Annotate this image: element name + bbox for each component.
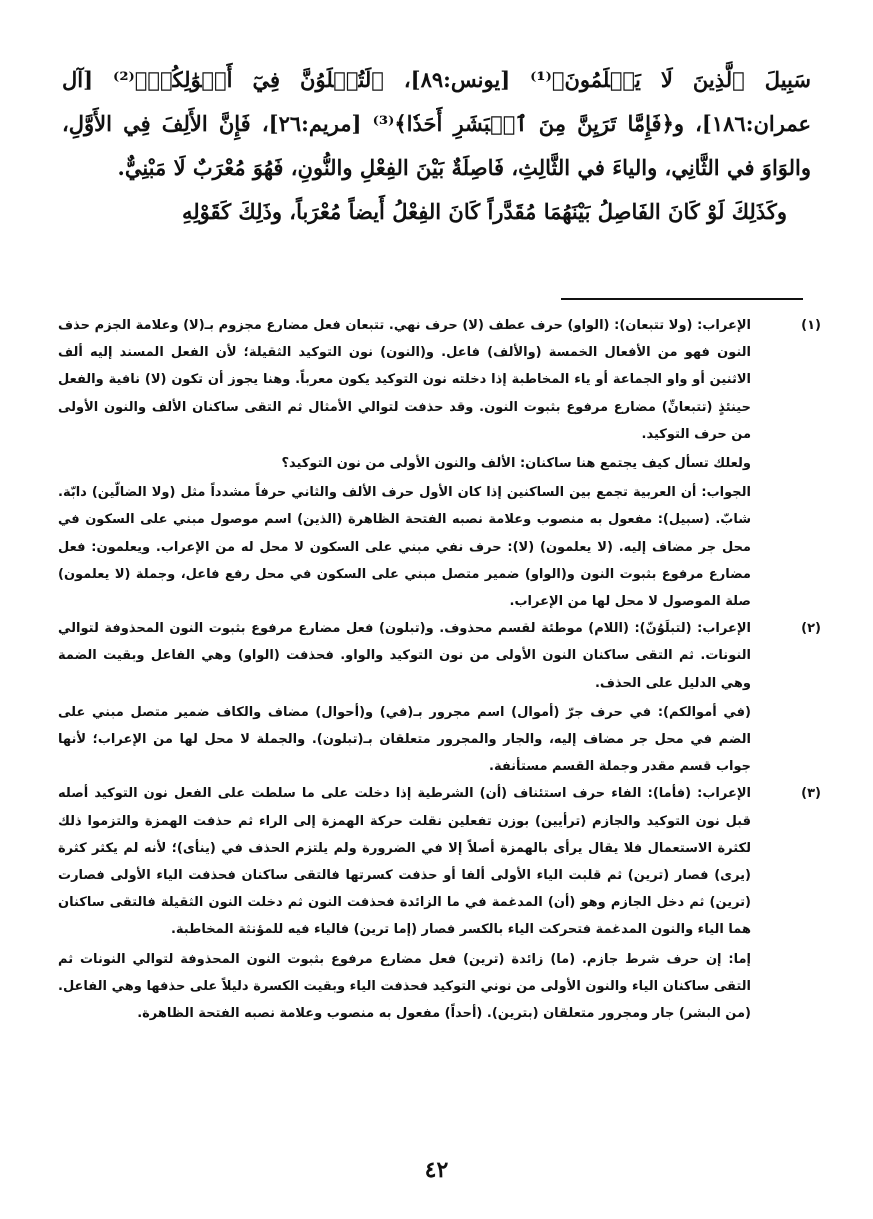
footnote-paragraph: إما: إن حرف شرط جازم. (ما) زائدة (ترين) فعل مضارع مرفوع بثبوت النون المحذوفة لتوالي النونات ثم التقى ساكنان الياء والنون الأولى من نوني التوكيد فحذفت الياء وبقيت الكسرة دليلاً على حذفها وهي الفاعل. (من البشر) جار ومجرور متعلقان (بترين). (أحداً) مفعول به منصوب وعلامة نصبه الفتحة الظاهرة. [58, 951, 751, 1022]
footnote-separator [561, 298, 803, 300]
footnotes [58, 312, 827, 1027]
footnote-paragraph: الإعراب: (ولا تتبعان): (الواو) حرف عطف (لا) حرف نهي. تتبعان فعل مضارع مجزوم بـ(لا) وعلامة الجزم حذف النون فهو من الأفعال الخمسة (والألف) فاعل. و(النون) نون التوكيد الثقيلة؛ لأن الفعل المسند إليه ألف الاثنين أو واو الجماعة أو ياء المخاطبة إذا دخلته نون التوكيد يكون معرباً. وهنا يجوز أن تكون (لا) نافية والفعل حينئذٍ (تتبعانِّ) مضارع مرفوع بثبوت النون. وقد حذفت لتوالي الأمثال ثم التقى ساكنان الألف والنون الأولى من حرف التوكيد. [58, 318, 751, 442]
main-paragraph-2: وكَذَلِكَ لَوْ كَانَ الفَاصِلُ بَيْنَهُمَا مُقَدَّراً كَانَ الفِعْلُ أَيضاً مُعْرَباً، وذَلِكَ كَقَوْلِهِ [181, 199, 787, 224]
footnote-paragraph: (في أموالكم): في حرف جرّ (أموال) اسم مجرور بـ(في) و(أحوال) مضاف والكاف ضمير متصل مبني على الضم في محل جر مضاف إليه، والجار والمجرور متعلقان بـ(تبلون). والجملة لا محل لها من الإعراب؛ لأنها جواب قسم مقدر وجملة القسم مستأنفة. [58, 704, 751, 775]
page-number: ٤٢ [424, 1157, 449, 1183]
main-text [62, 58, 811, 234]
main-paragraph-1: سَبِيلَ ٱلَّذِينَ لَا يَعۡلَمُونَ﴾⁽¹⁾ [يونس:٨٩]، ﴿لَتُبۡلَوُنَّ فِيٓ أَمۡوَٰلِكُمۡ﴾⁽²⁾ [آل عمران:١٨٦]، و﴿فَإِمَّا تَرَيِنَّ مِنَ ٱلۡبَشَرِ أَحَدٗا﴾⁽³⁾ [مريم:٢٦]، فَإِنَّ الأَلِفَ فِي الأَوَّلِ، والوَاوَ في الثَّانِي، والياءَ في الثَّالِثِ، فَاصِلَةٌ بَيْنَ الفِعْلِ والنُّونِ، فَهُوَ مُعْرَبٌ لَا مَبْنِيٌّ. [62, 67, 811, 180]
footnote-paragraph: الجواب: أن العربية تجمع بين الساكنين إذا كان الأول حرف الألف والثاني حرفاً مشدداً مثل (ولا الضالّين) دابّة. شابّ. (سبيل): مفعول به منصوب وعلامة نصبه الفتحة الظاهرة (الذين) اسم موصول مبني على السكون في محل جر مضاف إليه. (لا يعلمون) (لا): حرف نفي مبني على السكون لا محل له من الإعراب. ويعلمون: فعل مضارع مرفوع بثبوت النون و(الواو) ضمير متصل مبني على السكون في محل رفع فاعل، وجملة (لا يعلمون) صلة الموصول لا محل لها من الإعراب. [58, 485, 751, 610]
footnote-1 [58, 312, 827, 615]
footnote-body [58, 615, 751, 780]
footnote-paragraph: الإعراب: (لتبلَوُنّ): (اللام) موطئة لقسم محذوف. و(تبلون) فعل مضارع مرفوع بثبوت النون المحذوفة لتوالي النونات. ثم التقى ساكنان النون الأولى من نون التوكيد والواو. فحذفت (الواو) وهي الفاعل وبقيت الضمة وهي الدليل على الحذف. [58, 621, 751, 691]
footnote-paragraph: ولعلك تسأل كيف يجتمع هنا ساكنان: الألف والنون الأولى من نون التوكيد؟ [281, 456, 751, 472]
footnote-3 [58, 780, 827, 1027]
footnote-number: (٣) [801, 786, 821, 802]
footnote-paragraph: الإعراب: (فأما): الفاء حرف استئناف (أن) الشرطية إذا دخلت على ما سلطت على الفعل نون التوكيد أصله قبل نون التوكيد والجازم (ترأيين) بوزن تفعلين نقلت حركة الهمزة إلى الراء ثم حذفت الهمزة والتزموا ذلك لكثرة الاستعمال فلا يقال يرأى بالهمزة أصلاً إلا في الضرورة ولم يلتزم الحذف في (ينأى)؛ لأنه لم يكثر كثرة (يرى) فصار (ترين) ثم قلبت الياء الأولى ألفا أو حذفت كسرتها فالتقى ساكنان فحذفت الياء الأولى فصارت (ترين) ثم دخل الجازم وهو (أن) المدغمة في ما الزائدة فحذفت النون ثم دخلت النون الثقيلة فالتقى ساكنان هما الياء والنون المدغمة فتحركت الياء بالكسر فصار (إما ترين) فالياء فيه للمؤنثة المخاطبة. [58, 786, 751, 938]
footnote-number: (٢) [801, 621, 821, 637]
footnote-body [58, 780, 751, 1027]
footnote-number: (١) [801, 318, 821, 333]
footnote-body [58, 312, 751, 615]
footnote-2 [58, 615, 827, 780]
